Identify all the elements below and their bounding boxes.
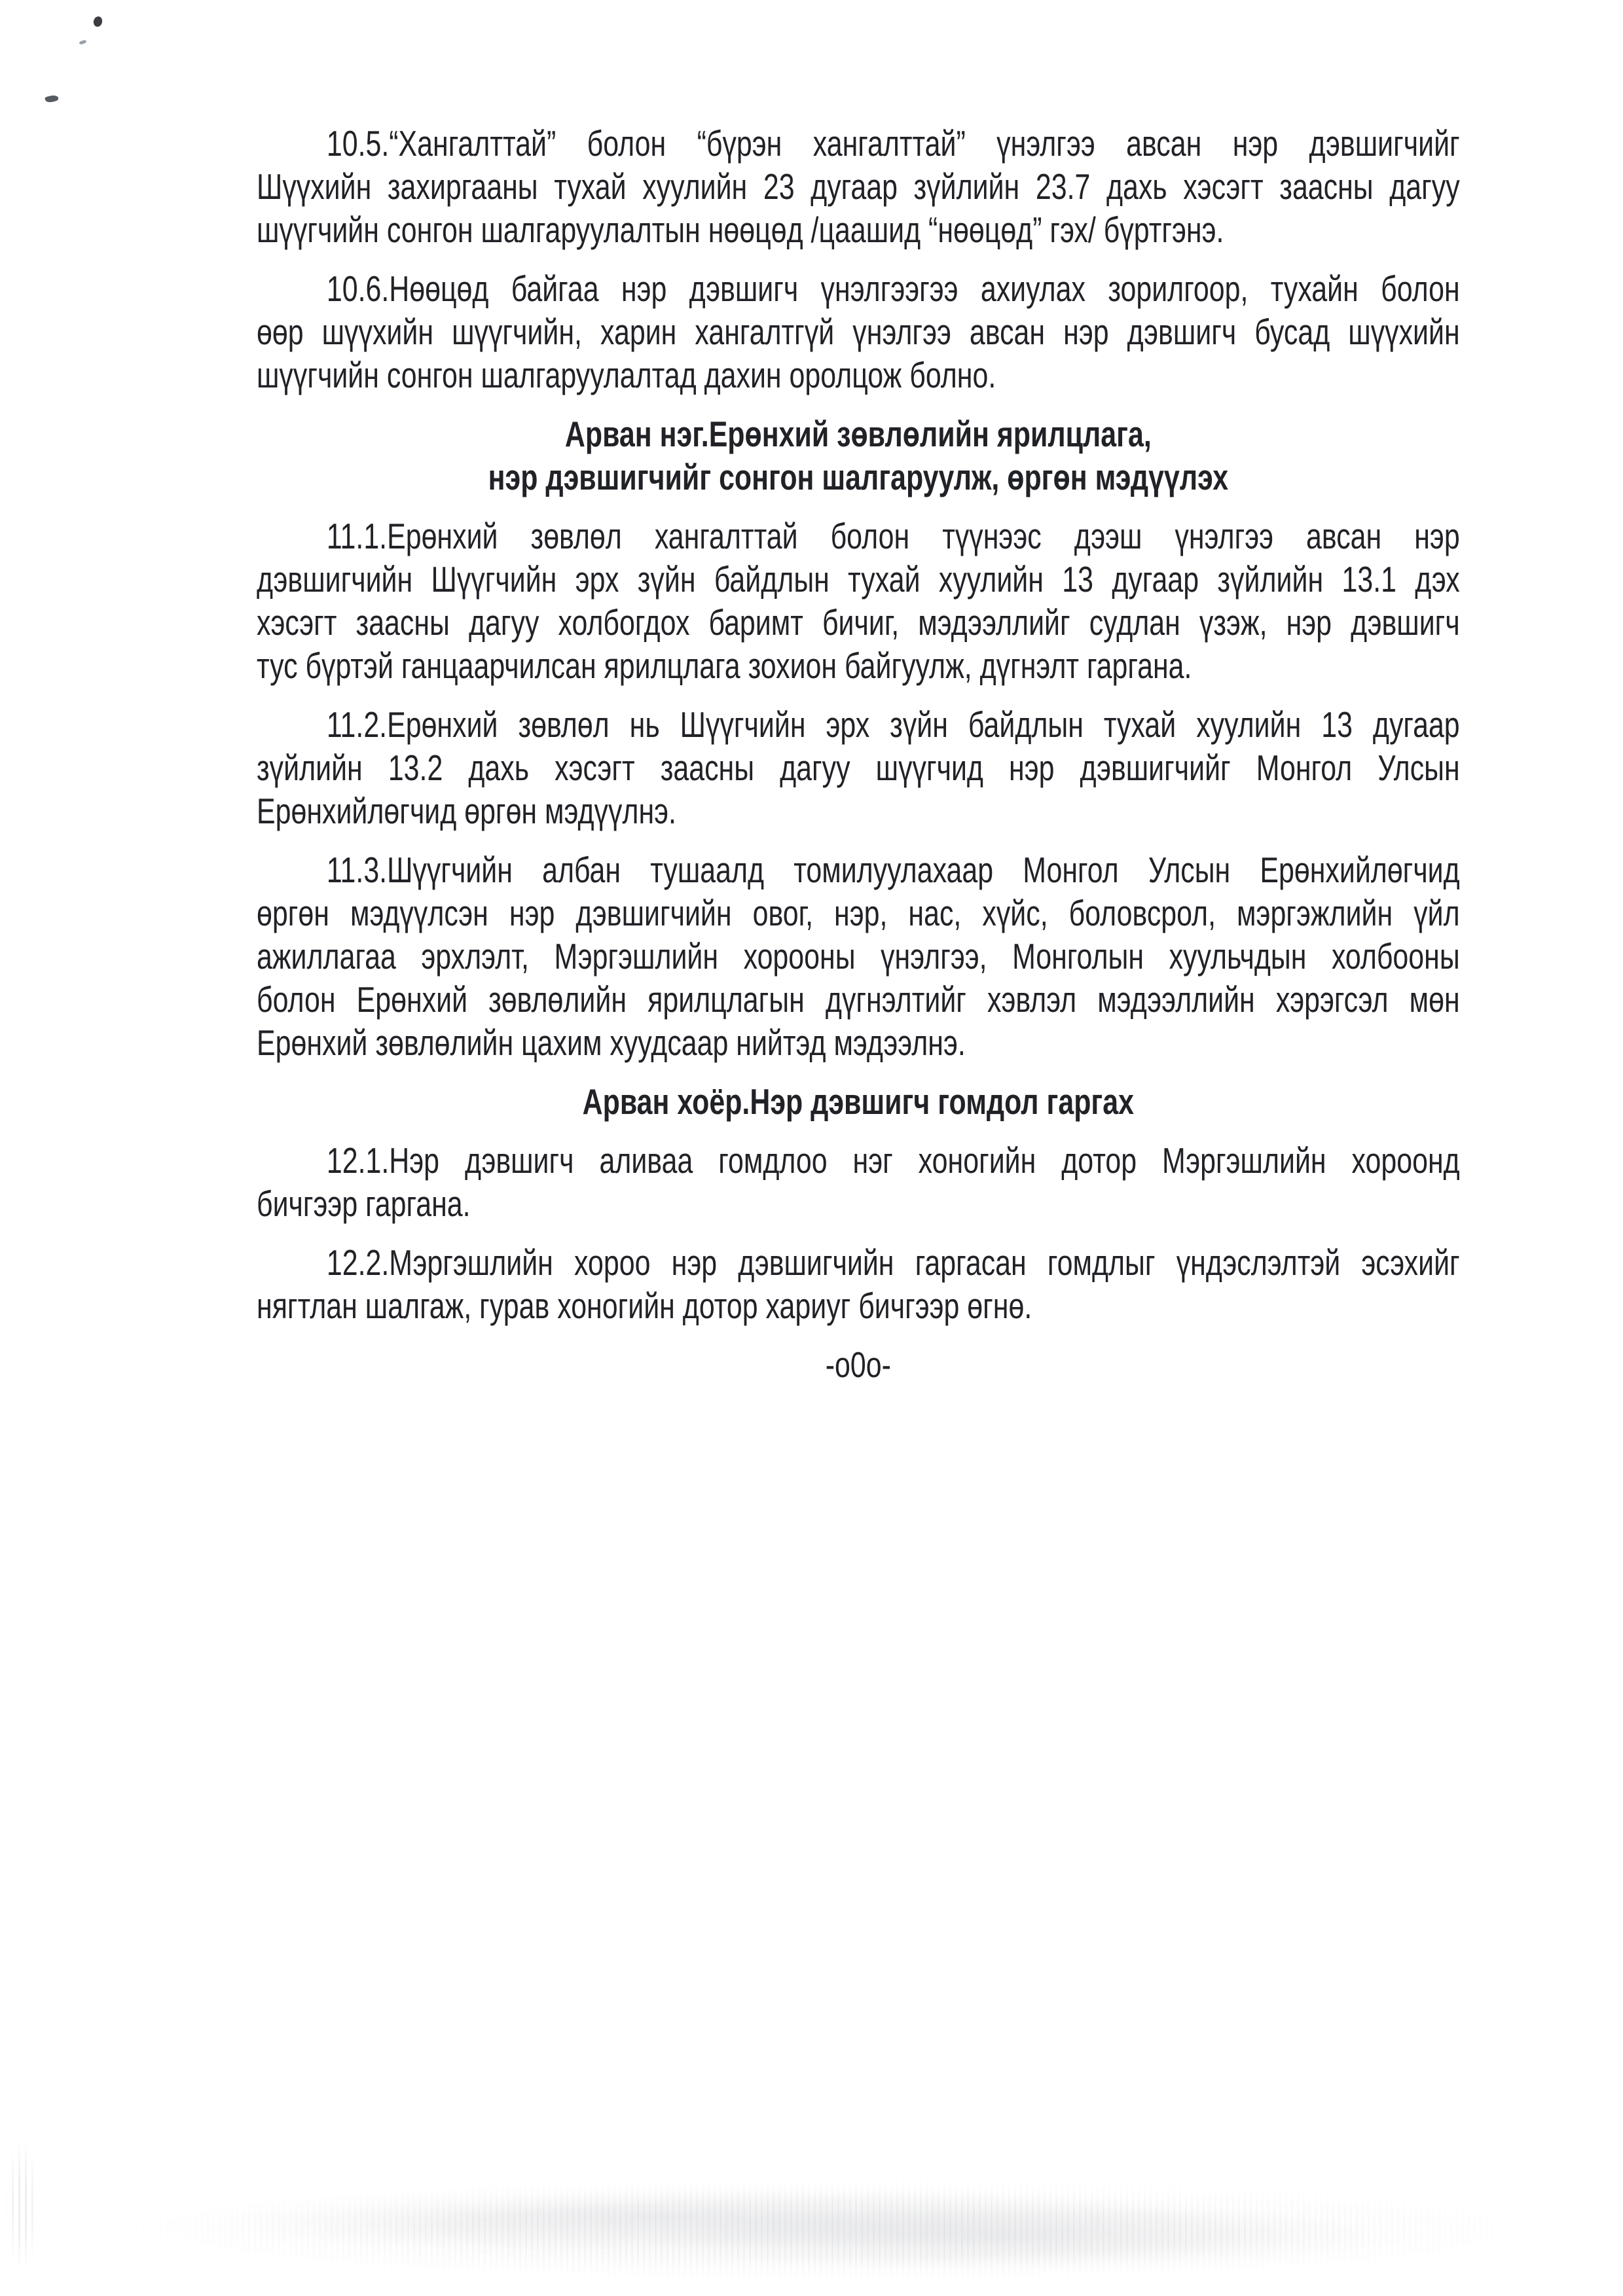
text-line: нягтлан шалгаж, гурав хоногийн дотор хариуг бичгээр өгнө. (257, 1285, 1032, 1326)
text-line: 10.6.Нөөцөд байгаа нэр дэвшигч үнэлгээгээ ахиулах зорилгоор, тухайн болон (326, 268, 1460, 309)
text-line: Ерөнхий зөвлөлийн цахим хуудсаар нийтэд мэдээлнэ. (257, 1022, 966, 1063)
text-line: -о0о- (825, 1344, 891, 1385)
text-line: 10.5.“Хангалттай” болон “бүрэн хангалттай” үнэлгээ авсан нэр дэвшигчийг (326, 123, 1460, 164)
text-line: бичгээр гаргана. (257, 1183, 471, 1224)
paragraph (257, 267, 1460, 397)
paragraph (257, 122, 1460, 251)
section-heading (257, 412, 1460, 499)
paragraph (257, 514, 1460, 687)
text-line: 11.2.Ерөнхий зөвлөл нь Шүүгчийн эрх зүйн байдлын тухай хуулийн 13 дугаар (326, 704, 1460, 745)
text-line: өөр шүүхийн шүүгчийн, харин хангалтгүй үнэлгээ авсан нэр дэвшигч бусад шүүхийн (257, 312, 1460, 352)
end-mark (257, 1343, 1460, 1386)
text-line: шүүгчийн сонгон шалгаруулалтын нөөцөд /цаашид “нөөцөд” гэх/ бүртгэнэ. (257, 209, 1224, 250)
scan-smudge (5, 2140, 39, 2271)
text-line: Арван хоёр.Нэр дэвшигч гомдол гаргах (582, 1081, 1134, 1122)
text-line: 12.2.Мэргэшлийн хороо нэр дэвшигчийн гаргасан гомдлыг үндэслэлтэй эсэхийг (326, 1242, 1460, 1283)
text-line: өргөн мэдүүлсэн нэр дэвшигчийн овог, нэр, нас, хүйс, боловсрол, мэргэжлийн үйл (257, 893, 1460, 933)
text-line: тус бүртэй ганцаарчилсан ярилцлага зохион байгуулж, дүгнэлт гаргана. (257, 645, 1192, 686)
text-line: Ерөнхийлөгчид өргөн мэдүүлнэ. (257, 791, 676, 831)
text-line: 12.1.Нэр дэвшигч аливаа гомдлоо нэг хоногийн дотор Мэргэшлийн хороонд (326, 1140, 1460, 1181)
scan-smudge (124, 2178, 1552, 2282)
paragraph (257, 848, 1460, 1064)
text-line: нэр дэвшигчийг сонгон шалгаруулж, өргөн мэдүүлэх (488, 457, 1229, 497)
text-line: дэвшигчийн Шүүгчийн эрх зүйн байдлын тухай хуулийн 13 дугаар зүйлийн 13.1 дэх (257, 559, 1460, 600)
text-line: Арван нэг.Ерөнхий зөвлөлийн ярилцлага, (564, 414, 1152, 454)
text-line: 11.1.Ерөнхий зөвлөл хангалттай болон түүнээс дээш үнэлгээ авсан нэр (326, 516, 1460, 556)
scan-speck (79, 39, 86, 45)
text-line: зүйлийн 13.2 дахь хэсэгт заасны дагуу шүүгчид нэр дэвшигчийг Монгол Улсын (257, 747, 1460, 788)
section-heading (257, 1080, 1460, 1123)
text-line: 11.3.Шүүгчийн албан тушаалд томилуулахаар Монгол Улсын Ерөнхийлөгчид (326, 850, 1460, 890)
text-line: хэсэгт заасны дагуу холбогдох баримт бичиг, мэдээллийг судлан үзэж, нэр дэвшигч (257, 602, 1460, 643)
text-line: ажиллагаа эрхлэлт, Мэргэшлийн хорооны үнэлгээ, Монголын хуульчдын холбооны (257, 936, 1460, 977)
scan-speck (92, 16, 103, 28)
paragraph (257, 1139, 1460, 1225)
paragraph (257, 703, 1460, 833)
document-content (257, 122, 1460, 1386)
text-line: Шүүхийн захиргааны тухай хуулийн 23 дугаар зүйлийн 23.7 дахь хэсэгт заасны дагуу (257, 166, 1460, 207)
text-line: шүүгчийн сонгон шалгаруулалтад дахин оролцож болно. (257, 355, 996, 395)
paragraph (257, 1241, 1460, 1327)
scan-speck (45, 94, 59, 104)
text-line: болон Ерөнхий зөвлөлийн ярилцлагын дүгнэлтийг хэвлэл мэдээллийн хэрэгсэл мөн (257, 979, 1460, 1020)
